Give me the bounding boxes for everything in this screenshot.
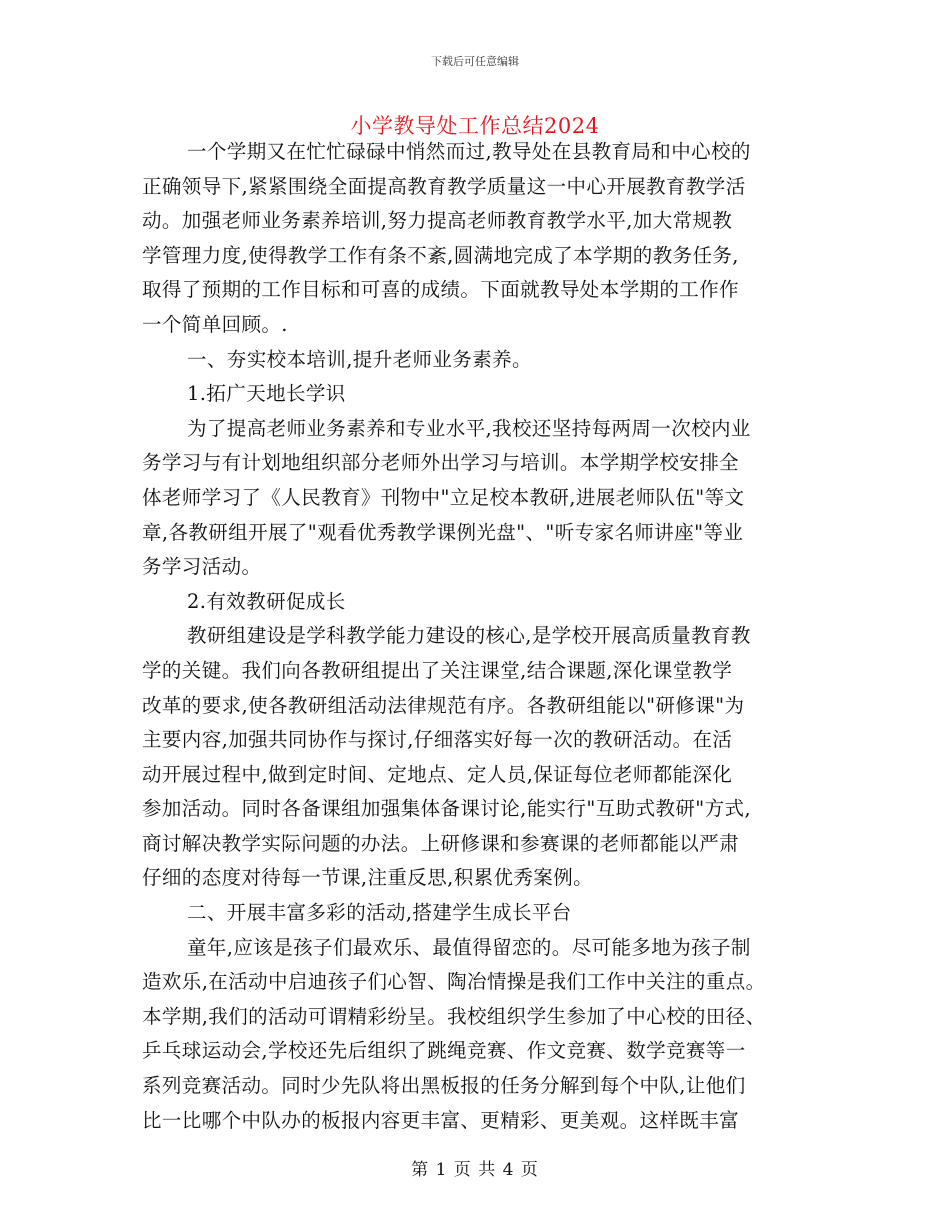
paragraph-line: 主要内容,加强共同协作与探讨,仔细落实好每一次的教研活动。在活 — [142, 728, 733, 752]
paragraph-line: 章,各教研组开展了"观看优秀教学课例光盘"、"听专家名师讲座"等业 — [142, 520, 744, 544]
header-note: 下载后可任意编辑 — [431, 55, 519, 68]
paragraph-line: 商讨解决教学实际问题的办法。上研修课和参赛课的老师都能以严肃 — [142, 831, 740, 855]
paragraph-line: 学管理力度,使得教学工作有条不紊,圆满地完成了本学期的教务任务, — [142, 243, 739, 267]
paragraph-line: 乒乓球运动会,学校还先后组织了跳绳竞赛、作文竞赛、数学竞赛等一 — [142, 1039, 746, 1063]
paragraph-line: 教研组建设是学科教学能力建设的核心,是学校开展高质量教育教 — [187, 624, 751, 648]
paragraph-line: 仔细的态度对待每一节课,注重反思,积累优秀案例。 — [142, 866, 593, 890]
paragraph-line: 参加活动。同时各备课组加强集体备课讨论,能实行"互助式教研"方式, — [142, 797, 752, 821]
subsection-heading: 2.有效教研促成长 — [187, 589, 346, 613]
paragraph-line: 取得了预期的工作目标和可喜的成绩。下面就教导处本学期的工作作 — [142, 278, 740, 302]
paragraph-line: 动开展过程中,做到定时间、定地点、定人员,保证每位老师都能深化 — [142, 762, 733, 786]
paragraph-line: 造欢乐,在活动中启迪孩子们心智、陶冶情操是我们工作中关注的重点。 — [142, 970, 766, 994]
paragraph-line: 学的关键。我们向各教研组提出了关注课堂,结合课题,深化课堂教学 — [142, 658, 733, 682]
paragraph-line: 一个简单回顾。. — [142, 312, 288, 336]
paragraph-line: 正确领导下,紧紧围绕全面提高教育教学质量这一中心开展教育教学活 — [142, 174, 746, 198]
document-title: 小学教导处工作总结2024 — [350, 114, 600, 138]
paragraph-line: 务学习与有计划地组织部分老师外出学习与培训。本学期学校安排全 — [142, 451, 740, 475]
paragraph-line: 动。加强老师业务素养培训,努力提高老师教育教学水平,加大常规教 — [142, 209, 733, 233]
paragraph-line: 比一比哪个中队办的板报内容更丰富、更精彩、更美观。这样既丰富 — [142, 1108, 740, 1132]
paragraph-line: 童年,应该是孩子们最欢乐、最值得留恋的。尽可能多地为孩子制 — [187, 935, 751, 959]
subsection-heading: 1.拓广天地长学识 — [187, 382, 346, 406]
section-heading: 二、开展丰富多彩的活动,搭建学生成长平台 — [187, 901, 572, 925]
paragraph-line: 系列竞赛活动。同时少先队将出黑板报的任务分解到每个中队,让他们 — [142, 1074, 746, 1098]
page-number: 第 1 页 共 4 页 — [411, 1160, 539, 1180]
paragraph-line: 为了提高老师业务素养和专业水平,我校还坚持每两周一次校内业 — [187, 416, 751, 440]
paragraph-line: 改革的要求,使各教研组活动法律规范有序。各教研组能以"研修课"为 — [142, 693, 745, 717]
paragraph-line: 本学期,我们的活动可谓精彩纷呈。我校组织学生参加了中心校的田径、 — [142, 1004, 766, 1028]
paragraph-line: 体老师学习了《人民教育》刊物中"立足校本教研,进展老师队伍"等文 — [142, 485, 745, 509]
paragraph-line: 一个学期又在忙忙碌碌中悄然而过,教导处在县教育局和中心校的 — [187, 140, 751, 163]
document-body — [142, 135, 822, 1138]
paragraph-line: 务学习活动。 — [142, 555, 262, 579]
section-heading: 一、夯实校本培训,提升老师业务素养。 — [187, 347, 532, 371]
